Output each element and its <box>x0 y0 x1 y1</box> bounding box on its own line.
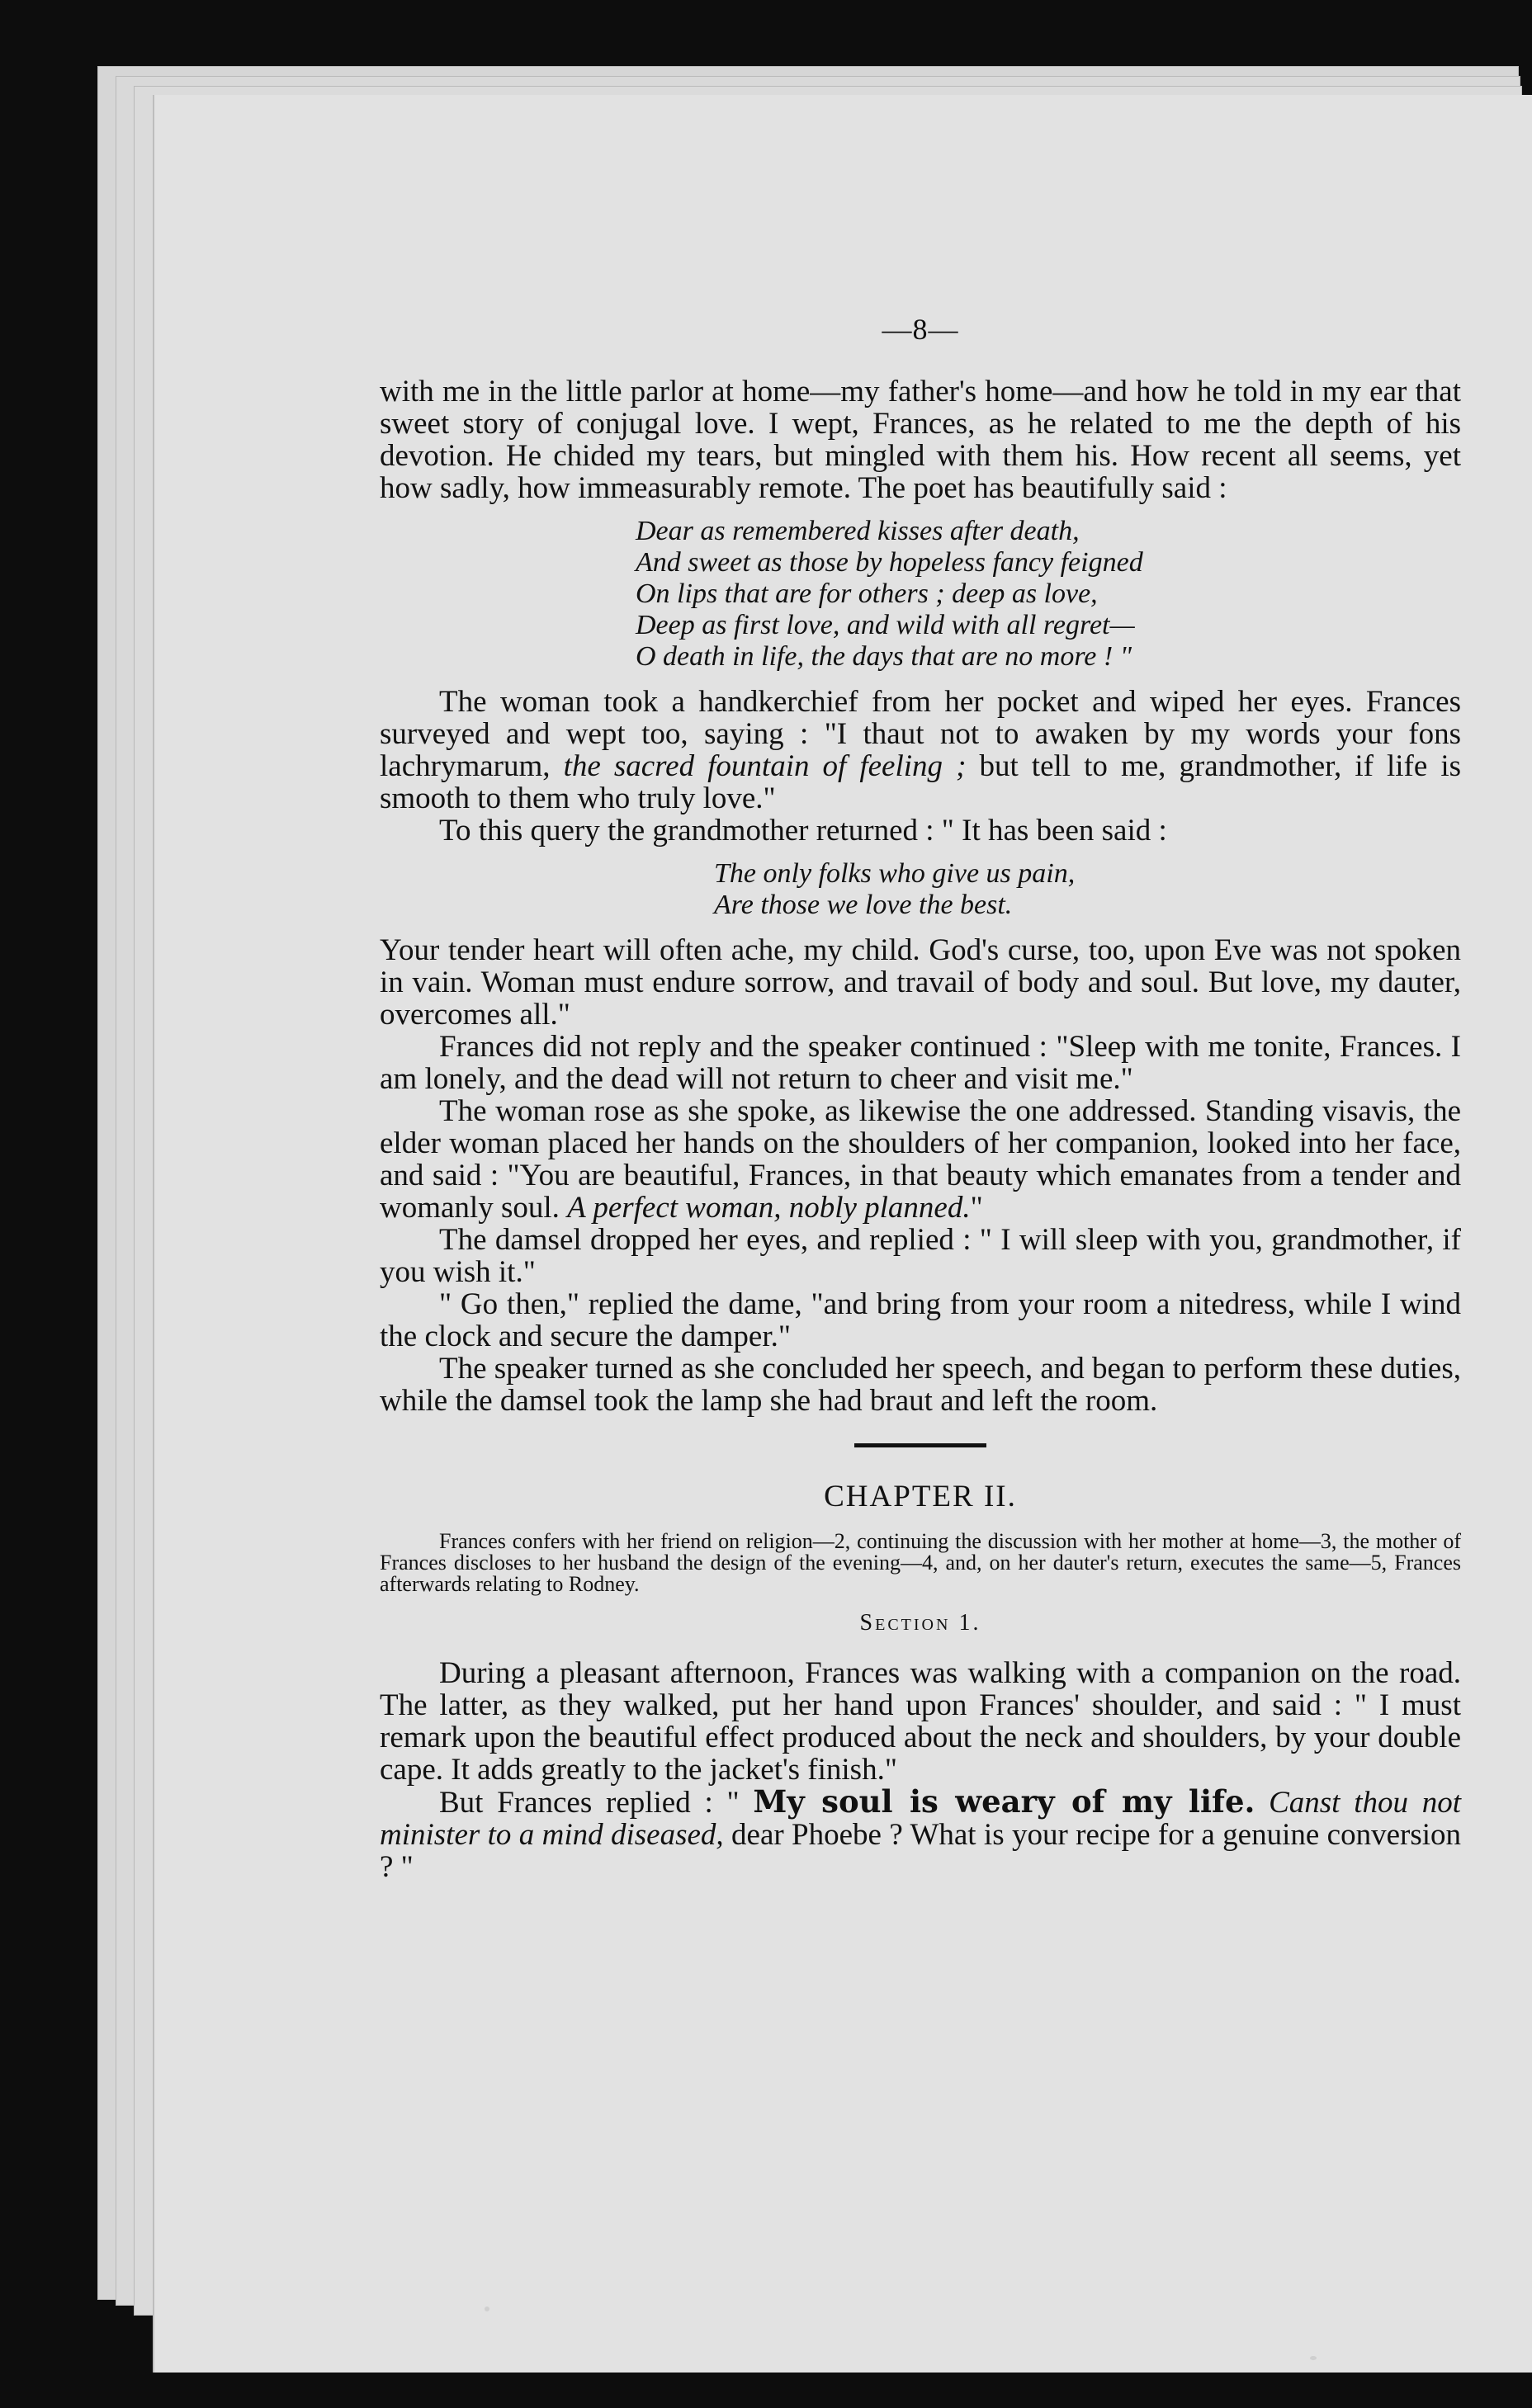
paragraph: with me in the little parlor at home—my father's home—and how he told in my ear that sweet story of conjugal love. I wept, Frances, as he related to me the depth of his devotion. He chided my tears, but mingled with them his. How recent all seems, yet how sadly, how immeasurably remote. The poet has beautifully said : <box>380 375 1461 505</box>
poem-line: Deep as first love, and wild with all regret— <box>636 610 1135 640</box>
italic-text: the sacred fountain of feeling ; <box>563 749 967 783</box>
paragraph: To this query the grandmother returned : " It has been said : <box>439 814 1167 848</box>
poem-line: The only folks who give us pain, <box>714 858 1076 889</box>
poem-line: Are those we love the best. <box>714 890 1013 920</box>
poem-line: And sweet as those by hopeless fancy feigned <box>636 547 1143 578</box>
poem-line: Dear as remembered kisses after death, <box>636 516 1080 546</box>
blackletter-text: My soul is weary of my life. <box>753 1783 1255 1820</box>
text-run: but tell to me, grandmother, if life is smooth to them who truly love." <box>380 749 1462 815</box>
paper-speck <box>485 2306 489 2311</box>
paragraph: During a pleasant afternoon, Frances was walking with a companion on the road. The latter, as they walked, put her hand upon Frances' shoulder, and said : " I must remark upon the beautiful effect produced about the neck and shoulders, by your double cape. It adds greatly to the jacket's finish." <box>380 1656 1461 1787</box>
text-run: dear Phoebe ? What is your recipe for a genuine conversion ? " <box>380 1818 1461 1884</box>
paragraph <box>380 686 1461 814</box>
poem-line: On lips that are for others ; deep as love, <box>636 578 1098 609</box>
poem-line: O death in life, the days that are no more ! " <box>636 641 1132 672</box>
paragraph: Frances did not reply and the speaker continued : "Sleep with me tonite, Frances. I am lonely, and the dead will not return to cheer and visit me." <box>380 1030 1461 1096</box>
poem-quote <box>380 858 1461 921</box>
paragraph: The damsel dropped her eyes, and replied : " I will sleep with you, grandmother, if you wish it." <box>380 1223 1461 1289</box>
text-run: The woman took a handkerchief from her pocket and wiped her eyes. Frances surveyed and wept too, saying : "I thaut not to awaken by my words your fons lachrymarum, <box>380 685 1461 783</box>
section-divider <box>854 1443 986 1447</box>
paragraph: The speaker turned as she concluded her speech, and began to perform these duties, while the damsel took the lamp she had braut and left the room. <box>380 1352 1462 1418</box>
page-text <box>380 314 1461 1883</box>
chapter-title: CHAPTER II. <box>824 1480 1017 1513</box>
page-number: —8— <box>882 313 959 346</box>
text-run: " <box>970 1191 983 1225</box>
italic-text: A perfect woman, nobly planned. <box>567 1191 971 1225</box>
chapter-synopsis: Frances confers with her friend on religion—2, continuing the discussion with her mother at home—3, the mother of Frances discloses to her husband the design of the evening—4, and, on her dauter's return, executes the same—5, Frances afterwards relating to Rodney. <box>380 1529 1461 1596</box>
paragraph: " Go then," replied the dame, "and bring from your room a nitedress, while I wind the clock and secure the damper." <box>380 1287 1461 1353</box>
paper-speck <box>1310 2356 1317 2360</box>
paragraph <box>380 1095 1461 1224</box>
poem-quote <box>380 516 1461 673</box>
italic-text: Canst thou not minister to a mind diseased, <box>380 1786 1461 1852</box>
section-heading: Section 1. <box>859 1610 981 1636</box>
text-run: But Frances replied : " <box>439 1786 754 1820</box>
text-run: The woman rose as she spoke, as likewise the one addressed. Standing visavis, the elder woman placed her hands on the shoulders of her companion, looked into her face, and said : "You are beautiful, Frances, in that beauty which emanates from a tender and womanly soul. <box>380 1094 1461 1225</box>
paragraph: Your tender heart will often ache, my child. God's curse, too, upon Eve was not spoken in vain. Woman must endure sorrow, and travail of body and soul. But love, my dauter, overcomes all." <box>380 933 1461 1032</box>
paragraph <box>380 1783 1461 1884</box>
